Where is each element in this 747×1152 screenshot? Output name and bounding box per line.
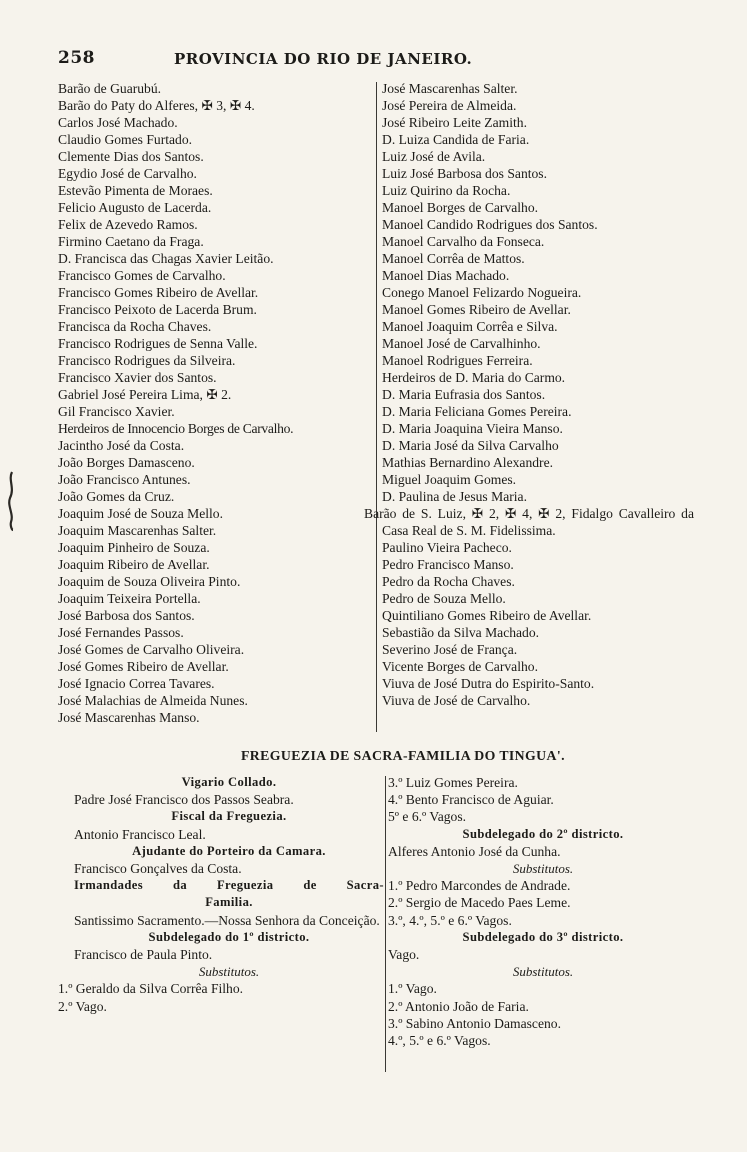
list-item: Severino José de França. <box>382 642 518 657</box>
list-item: Felicio Augusto de Lacerda. <box>58 200 212 215</box>
list-item: 2.º Sergio de Macedo Paes Leme. <box>388 895 571 911</box>
list-item: João Borges Damasceno. <box>58 455 195 470</box>
list-item: Francisco Peixoto de Lacerda Brum. <box>58 302 257 317</box>
irmandades-heading-cont: Familia. <box>205 895 253 910</box>
list-item-multiline: Barão de S. Luiz, ✠ 2, ✠ 4, ✠ 2, Fidalgo Cavalleiro da Casa Real de S. M. Fidelissima. <box>364 506 694 538</box>
substitutos2-heading: Substitutos. <box>512 861 574 877</box>
substitutos-heading: Substitutos. <box>198 964 260 980</box>
list-item: José Pereira de Almeida. <box>382 98 517 113</box>
parish-info-right <box>388 774 698 1049</box>
list-item: 1.º Vago. <box>388 981 437 997</box>
list-item: Barão de Guarubú. <box>58 81 162 96</box>
list-item: Francisco Gomes de Carvalho. <box>58 268 226 283</box>
list-item: 3.º, 4.º, 5.º e 6.º Vagos. <box>388 912 512 928</box>
list-item: Gabriel José Pereira Lima, ✠ 2. <box>58 387 232 402</box>
list-item: Viuva de José Dutra do Espirito-Santo. <box>382 676 595 691</box>
list-item: José Barbosa dos Santos. <box>58 608 195 623</box>
list-item: Francisca da Rocha Chaves. <box>58 319 212 334</box>
list-item: João Francisco Antunes. <box>58 472 191 487</box>
vigario-heading: Vigario Collado. <box>181 775 277 789</box>
list-item: Manoel Rodrigues Ferreira. <box>382 353 533 368</box>
list-item: José Gomes Ribeiro de Avellar. <box>58 659 229 674</box>
list-item: Francisco Rodrigues de Senna Valle. <box>58 336 258 351</box>
list-item: Manoel José de Carvalhinho. <box>382 336 541 351</box>
list-item: Mathias Bernardino Alexandre. <box>382 455 554 470</box>
fiscal-name: Antonio Francisco Leal. <box>74 826 206 842</box>
subdelegado2-name: Alferes Antonio José da Cunha. <box>388 843 561 859</box>
list-item: Manoel Joaquim Corrêa e Silva. <box>382 319 558 334</box>
list-item: 2.º Antonio João de Faria. <box>388 998 529 1014</box>
list-item: Jacintho José da Costa. <box>58 438 185 453</box>
list-item: José Ribeiro Leite Zamith. <box>382 115 527 130</box>
irmandades-heading: Irmandades da Freguezia de Sacra- <box>74 878 384 893</box>
subdelegado3-name: Vago. <box>388 947 420 963</box>
substitutos3-heading: Substitutos. <box>512 964 574 980</box>
list-item: 3.º Sabino Antonio Damasceno. <box>388 1015 561 1031</box>
list-item: Firmino Caetano da Fraga. <box>58 234 204 249</box>
list-item: Manoel Borges de Carvalho. <box>382 200 539 215</box>
subdelegado2-heading: Subdelegado do 2º districto. <box>462 826 624 841</box>
list-item: Manoel Dias Machado. <box>382 268 510 283</box>
list-item: José Mascarenhas Manso. <box>58 710 200 725</box>
list-item: Estevão Pimenta de Moraes. <box>58 183 213 198</box>
list-item: Vicente Borges de Carvalho. <box>382 659 538 674</box>
list-item: Luiz José Barbosa dos Santos. <box>382 166 547 181</box>
list-item: José Mascarenhas Salter. <box>382 81 518 96</box>
list-item: 5º e 6.º Vagos. <box>388 809 467 825</box>
list-item: João Gomes da Cruz. <box>58 489 175 504</box>
list-item: Manoel Carvalho da Fonseca. <box>382 234 545 249</box>
list-item: Claudio Gomes Furtado. <box>58 132 193 147</box>
list-item: D. Maria Eufrasia dos Santos. <box>382 387 546 402</box>
list-item: Luiz José de Avila. <box>382 149 486 164</box>
list-item: Herdeiros de D. Maria do Carmo. <box>382 370 566 385</box>
list-item: Sebastião da Silva Machado. <box>382 625 540 640</box>
fiscal-heading: Fiscal da Freguezia. <box>171 809 287 824</box>
list-item: Joaquim José de Souza Mello. <box>58 506 223 521</box>
subdelegado1-name: Francisco de Paula Pinto. <box>74 947 213 963</box>
list-item: Joaquim Ribeiro de Avellar. <box>58 557 210 572</box>
list-item: D. Maria Feliciana Gomes Pereira. <box>382 404 572 419</box>
list-item: Herdeiros de Innocencio Borges de Carvalho. <box>58 421 294 436</box>
ink-blot-mark <box>6 470 18 532</box>
list-item: José Fernandes Passos. <box>58 625 184 640</box>
names-list-right <box>364 80 708 709</box>
list-item: Joaquim Teixeira Portella. <box>58 591 201 606</box>
list-item: José Malachias de Almeida Nunes. <box>58 693 248 708</box>
column-divider <box>385 776 386 1072</box>
list-item: Luiz Quirino da Rocha. <box>382 183 511 198</box>
list-item: Conego Manoel Felizardo Nogueira. <box>382 285 582 300</box>
list-item: José Gomes de Carvalho Oliveira. <box>58 642 245 657</box>
ajudante-heading: Ajudante do Porteiro da Camara. <box>132 843 326 858</box>
list-item: Francisco Xavier dos Santos. <box>58 370 217 385</box>
list-item: Felix de Azevedo Ramos. <box>58 217 198 232</box>
list-item: Francisco Gomes Ribeiro de Avellar. <box>58 285 259 300</box>
subdelegado1-heading: Subdelegado do 1º districto. <box>148 929 310 944</box>
list-item: Manoel Gomes Ribeiro de Avellar. <box>382 302 571 317</box>
list-item: 3.º Luiz Gomes Pereira. <box>388 775 518 790</box>
section-title: FREGUEZIA DE SACRA-FAMILIA DO TINGUA'. <box>240 748 565 763</box>
list-item: 2.º Vago. <box>58 998 107 1014</box>
list-item: D. Maria Joaquina Vieira Manso. <box>382 421 563 436</box>
parish-info-left <box>58 774 384 1015</box>
list-item: Pedro da Rocha Chaves. <box>382 574 515 589</box>
list-item: Miguel Joaquim Gomes. <box>382 472 517 487</box>
list-item: Quintiliano Gomes Ribeiro de Avellar. <box>382 608 592 623</box>
list-item: Manoel Corrêa de Mattos. <box>382 251 525 266</box>
list-item: 1.º Pedro Marcondes de Andrade. <box>388 878 571 894</box>
list-item: Carlos José Machado. <box>58 115 178 130</box>
list-item: 4.º, 5.º e 6.º Vagos. <box>388 1033 491 1049</box>
list-item: D. Luiza Candida de Faria. <box>382 132 530 147</box>
column-divider <box>376 82 377 732</box>
list-item: D. Francisca das Chagas Xavier Leitão. <box>58 251 274 266</box>
list-item: Joaquim Mascarenhas Salter. <box>58 523 217 538</box>
page-number: 258 <box>58 48 95 68</box>
list-item: 1.º Geraldo da Silva Corrêa Filho. <box>58 981 244 997</box>
list-item: Pedro Francisco Manso. <box>382 557 514 572</box>
list-item: Gil Francisco Xavier. <box>58 404 175 419</box>
page-header <box>58 48 558 72</box>
list-item: D. Maria José da Silva Carvalho <box>382 438 559 453</box>
list-item: Egydio José de Carvalho. <box>58 166 197 181</box>
list-item: Pedro de Souza Mello. <box>382 591 506 606</box>
list-item: José Ignacio Correa Tavares. <box>58 676 215 691</box>
list-item: 4.º Bento Francisco de Aguiar. <box>388 792 554 808</box>
irmandades-list: Santissimo Sacramento.—Nossa Senhora da Conceição. <box>74 912 380 928</box>
ajudante-name: Francisco Gonçalves da Costa. <box>74 861 242 877</box>
list-item: Viuva de José de Carvalho. <box>382 693 531 708</box>
list-item: Manoel Candido Rodrigues dos Santos. <box>382 217 598 232</box>
page-title: PROVINCIA DO RIO DE JANEIRO. <box>174 50 473 68</box>
list-item: Joaquim de Souza Oliveira Pinto. <box>58 574 241 589</box>
list-item: Barão do Paty do Alferes, ✠ 3, ✠ 4. <box>58 98 255 113</box>
subdelegado3-heading: Subdelegado do 3º districto. <box>462 929 624 944</box>
list-item: D. Paulina de Jesus Maria. <box>382 489 527 504</box>
list-item: Francisco Rodrigues da Silveira. <box>58 353 236 368</box>
list-item: Clemente Dias dos Santos. <box>58 149 204 164</box>
vigario-name: Padre José Francisco dos Passos Seabra. <box>74 792 294 808</box>
list-item: Joaquim Pinheiro de Souza. <box>58 540 210 555</box>
list-item: Paulino Vieira Pacheco. <box>382 540 512 555</box>
names-list-left <box>58 80 372 726</box>
